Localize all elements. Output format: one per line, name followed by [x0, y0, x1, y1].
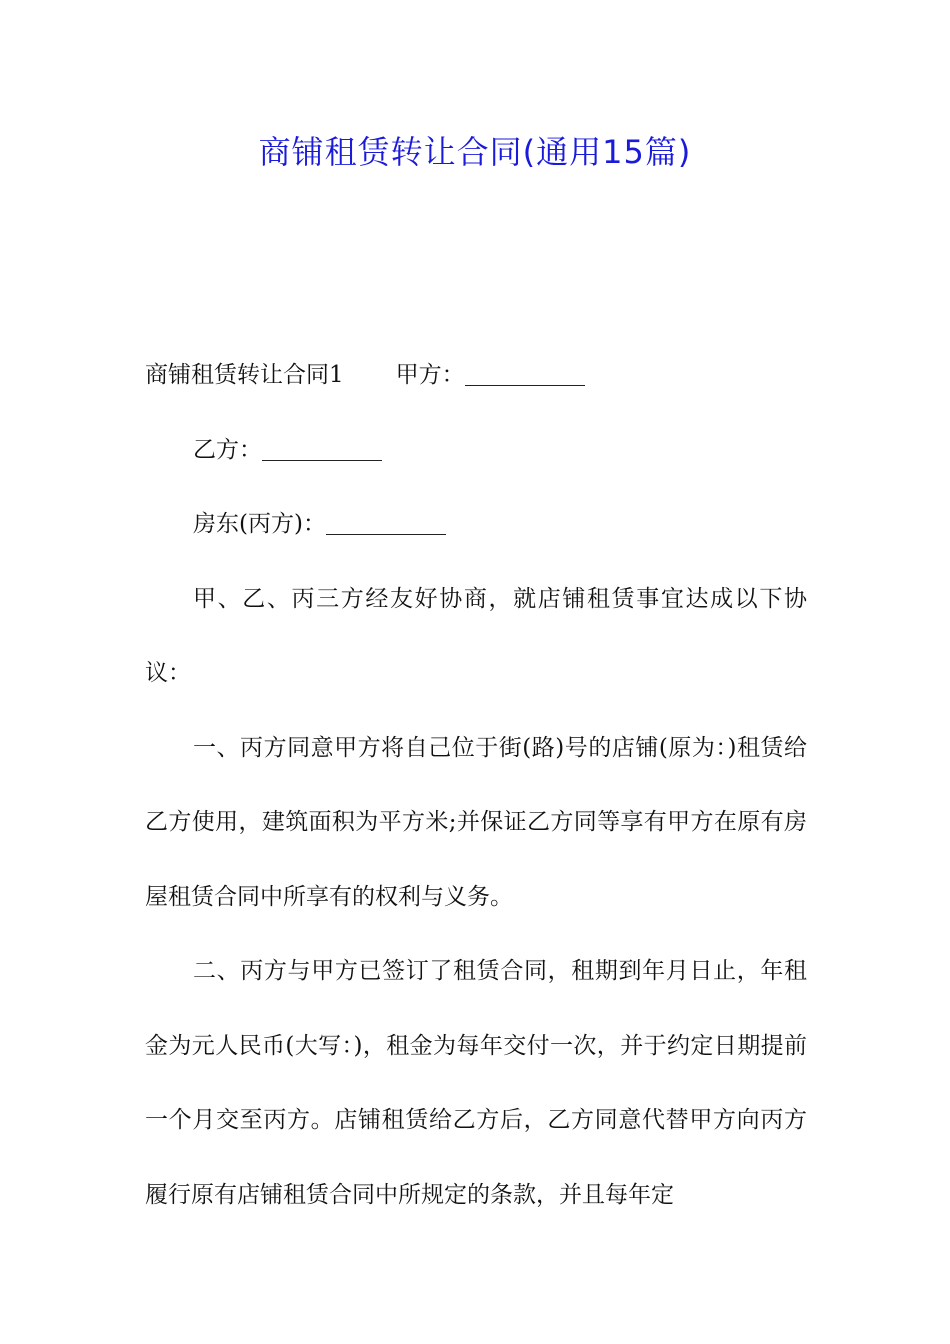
party-b-blank [262, 438, 382, 461]
party-a-blank [465, 363, 585, 386]
landlord-label: 房东(丙方)： [193, 511, 326, 537]
document-body [145, 338, 807, 1232]
party-a-label: 甲方： [395, 362, 465, 388]
paragraph-clause-2: 二、丙方与甲方已签订了租赁合同，租期到年月日止，年租金为元人民币(大写：)，租金为每年交付一次，并于约定日期提前一个月交至丙方。店铺租赁给乙方后，乙方同意代替甲方向丙方履行原有店铺租赁合同中所规定的条款，并且每年定 [145, 958, 807, 1208]
party-b-line [145, 413, 807, 488]
landlord-blank [326, 512, 446, 535]
contract-heading-line [145, 338, 807, 413]
document-title: 商铺租赁转让合同(通用15篇) [258, 133, 692, 171]
party-b-label: 乙方： [193, 436, 262, 463]
landlord-line [145, 487, 807, 562]
paragraph-clause-1: 一、丙方同意甲方将自己位于街(路)号的店铺(原为：)租赁给乙方使用，建筑面积为平方米;并保证乙方同等享有甲方在原有房屋租赁合同中所享有的权利与义务。 [145, 734, 807, 910]
paragraph-intro: 甲、乙、丙三方经友好协商，就店铺租赁事宜达成以下协议： [145, 585, 807, 686]
contract-subtitle: 商铺租赁转让合同1 [145, 362, 344, 388]
